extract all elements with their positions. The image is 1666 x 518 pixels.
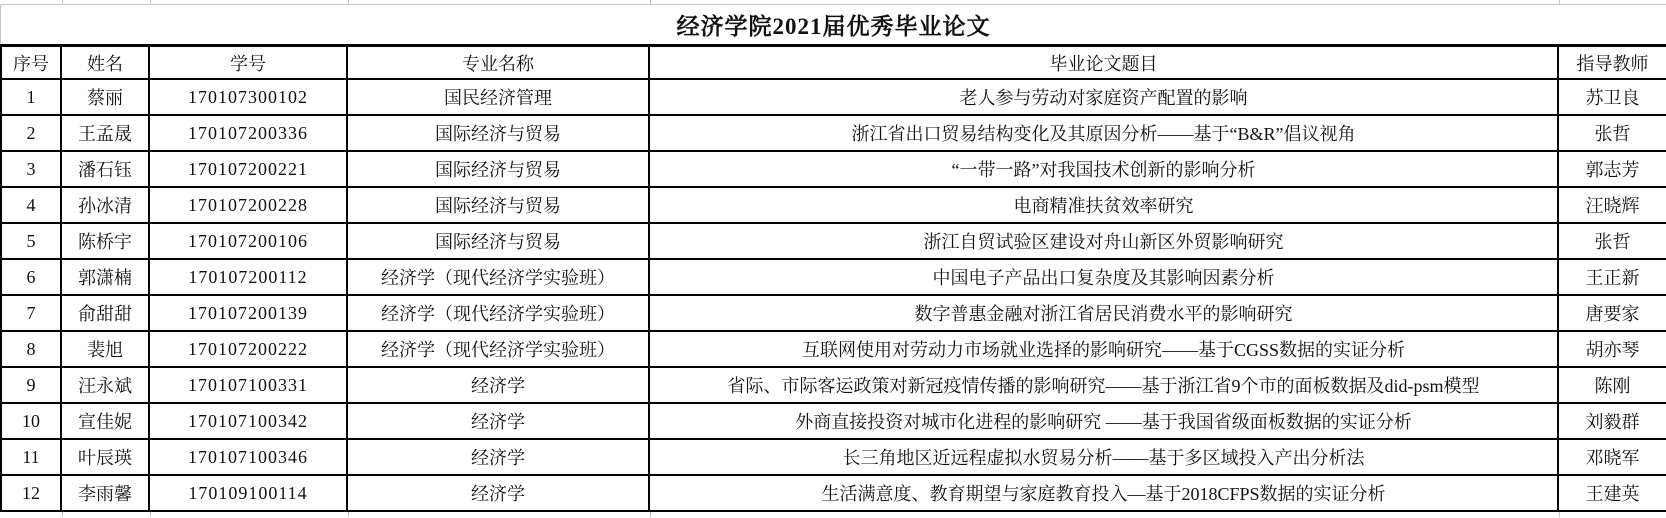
partial-grid-row-bottom: [0, 512, 1666, 517]
cell-no: 10: [2, 404, 62, 440]
cell-name: 潘石钰: [62, 152, 150, 188]
cell-thesis-title: “一带一路”对我国技术创新的影响分析: [650, 152, 1559, 188]
header-student-id: 学号: [150, 47, 348, 80]
cell-advisor: 刘毅群: [1559, 404, 1666, 440]
cell-no: 7: [2, 296, 62, 332]
cell-no: 12: [2, 476, 62, 512]
cell-major: 经济学: [348, 440, 650, 476]
gridline-stub: [348, 512, 349, 517]
cell-thesis-title: 互联网使用对劳动力市场就业选择的影响研究——基于CGSS数据的实证分析: [650, 332, 1559, 368]
cell-advisor: 王建英: [1559, 476, 1666, 512]
table-header-row: [2, 47, 1666, 80]
cell-major: 国民经济管理: [348, 80, 650, 116]
cell-no: 9: [2, 368, 62, 404]
cell-advisor: 汪晓辉: [1559, 188, 1666, 224]
cell-student-id: 170107200112: [150, 260, 348, 296]
table-row: [2, 476, 1666, 512]
table-row: [2, 368, 1666, 404]
cell-no: 6: [2, 260, 62, 296]
cell-major: 经济学（现代经济学实验班）: [348, 296, 650, 332]
cell-no: 3: [2, 152, 62, 188]
cell-student-id: 170107200139: [150, 296, 348, 332]
cell-no: 4: [2, 188, 62, 224]
cell-advisor: 王正新: [1559, 260, 1666, 296]
header-name: 姓名: [62, 47, 150, 80]
cell-no: 1: [2, 80, 62, 116]
cell-major: 经济学: [348, 404, 650, 440]
cell-major: 经济学（现代经济学实验班）: [348, 260, 650, 296]
gridline-stub: [62, 0, 63, 4]
cell-advisor: 胡亦琴: [1559, 332, 1666, 368]
cell-thesis-title: 浙江省出口贸易结构变化及其原因分析——基于“B&R”倡议视角: [650, 116, 1559, 152]
cell-name: 叶辰瑛: [62, 440, 150, 476]
thesis-table: [0, 44, 1666, 512]
table-row: [2, 440, 1666, 476]
table-row: [2, 296, 1666, 332]
gridline-stub: [150, 512, 151, 517]
cell-major: 国际经济与贸易: [348, 152, 650, 188]
cell-thesis-title: 老人参与劳动对家庭资产配置的影响: [650, 80, 1559, 116]
cell-student-id: 170107300102: [150, 80, 348, 116]
header-major: 专业名称: [348, 47, 650, 80]
cell-name: 俞甜甜: [62, 296, 150, 332]
partial-grid-row-top: [0, 0, 1666, 5]
gridline-stub: [650, 512, 651, 517]
cell-student-id: 170107200222: [150, 332, 348, 368]
cell-thesis-title: 浙江自贸试验区建设对舟山新区外贸影响研究: [650, 224, 1559, 260]
cell-major: 国际经济与贸易: [348, 116, 650, 152]
cell-name: 宣佳妮: [62, 404, 150, 440]
table-row: [2, 260, 1666, 296]
cell-thesis-title: 长三角地区近远程虚拟水贸易分析——基于多区域投入产出分析法: [650, 440, 1559, 476]
header-no: 序号: [2, 47, 62, 80]
cell-advisor: 张哲: [1559, 224, 1666, 260]
cell-thesis-title: 数字普惠金融对浙江省居民消费水平的影响研究: [650, 296, 1559, 332]
cell-advisor: 苏卫良: [1559, 80, 1666, 116]
cell-major: 经济学: [348, 476, 650, 512]
table-row: [2, 80, 1666, 116]
cell-name: 裴旭: [62, 332, 150, 368]
cell-no: 8: [2, 332, 62, 368]
cell-major: 经济学: [348, 368, 650, 404]
cell-thesis-title: 中国电子产品出口复杂度及其影响因素分析: [650, 260, 1559, 296]
table-row: [2, 152, 1666, 188]
cell-thesis-title: 外商直接投资对城市化进程的影响研究 ——基于我国省级面板数据的实证分析: [650, 404, 1559, 440]
table-title: 经济学院2021届优秀毕业论文: [0, 5, 1666, 44]
cell-student-id: 170109100114: [150, 476, 348, 512]
cell-name: 王孟晟: [62, 116, 150, 152]
cell-no: 11: [2, 440, 62, 476]
table-row: [2, 224, 1666, 260]
cell-name: 郭潇楠: [62, 260, 150, 296]
cell-name: 汪永斌: [62, 368, 150, 404]
cell-name: 蔡丽: [62, 80, 150, 116]
gridline-stub: [1559, 512, 1560, 517]
cell-thesis-title: 电商精准扶贫效率研究: [650, 188, 1559, 224]
gridline-stub: [150, 0, 151, 4]
cell-advisor: 唐要家: [1559, 296, 1666, 332]
table-row: [2, 404, 1666, 440]
cell-name: 李雨馨: [62, 476, 150, 512]
cell-advisor: 张哲: [1559, 116, 1666, 152]
table-row: [2, 332, 1666, 368]
header-thesis: 毕业论文题目: [650, 47, 1559, 80]
cell-major: 国际经济与贸易: [348, 188, 650, 224]
cell-name: 陈桥宇: [62, 224, 150, 260]
cell-major: 国际经济与贸易: [348, 224, 650, 260]
cell-student-id: 170107100346: [150, 440, 348, 476]
header-advisor: 指导教师: [1559, 47, 1666, 80]
cell-no: 2: [2, 116, 62, 152]
cell-name: 孙冰清: [62, 188, 150, 224]
cell-student-id: 170107200221: [150, 152, 348, 188]
cell-student-id: 170107100342: [150, 404, 348, 440]
cell-student-id: 170107200106: [150, 224, 348, 260]
cell-thesis-title: 省际、市际客运政策对新冠疫情传播的影响研究——基于浙江省9个市的面板数据及did-psm模型: [650, 368, 1559, 404]
cell-student-id: 170107200336: [150, 116, 348, 152]
cell-major: 经济学（现代经济学实验班）: [348, 332, 650, 368]
gridline-stub: [1559, 0, 1560, 4]
gridline-stub: [348, 0, 349, 4]
cell-thesis-title: 生活满意度、教育期望与家庭教育投入—基于2018CFPS数据的实证分析: [650, 476, 1559, 512]
cell-advisor: 陈刚: [1559, 368, 1666, 404]
cell-no: 5: [2, 224, 62, 260]
gridline-stub: [62, 512, 63, 517]
cell-student-id: 170107200228: [150, 188, 348, 224]
cell-advisor: 邓晓军: [1559, 440, 1666, 476]
table-row: [2, 188, 1666, 224]
cell-advisor: 郭志芳: [1559, 152, 1666, 188]
table-row: [2, 116, 1666, 152]
gridline-stub: [650, 0, 651, 4]
cell-student-id: 170107100331: [150, 368, 348, 404]
